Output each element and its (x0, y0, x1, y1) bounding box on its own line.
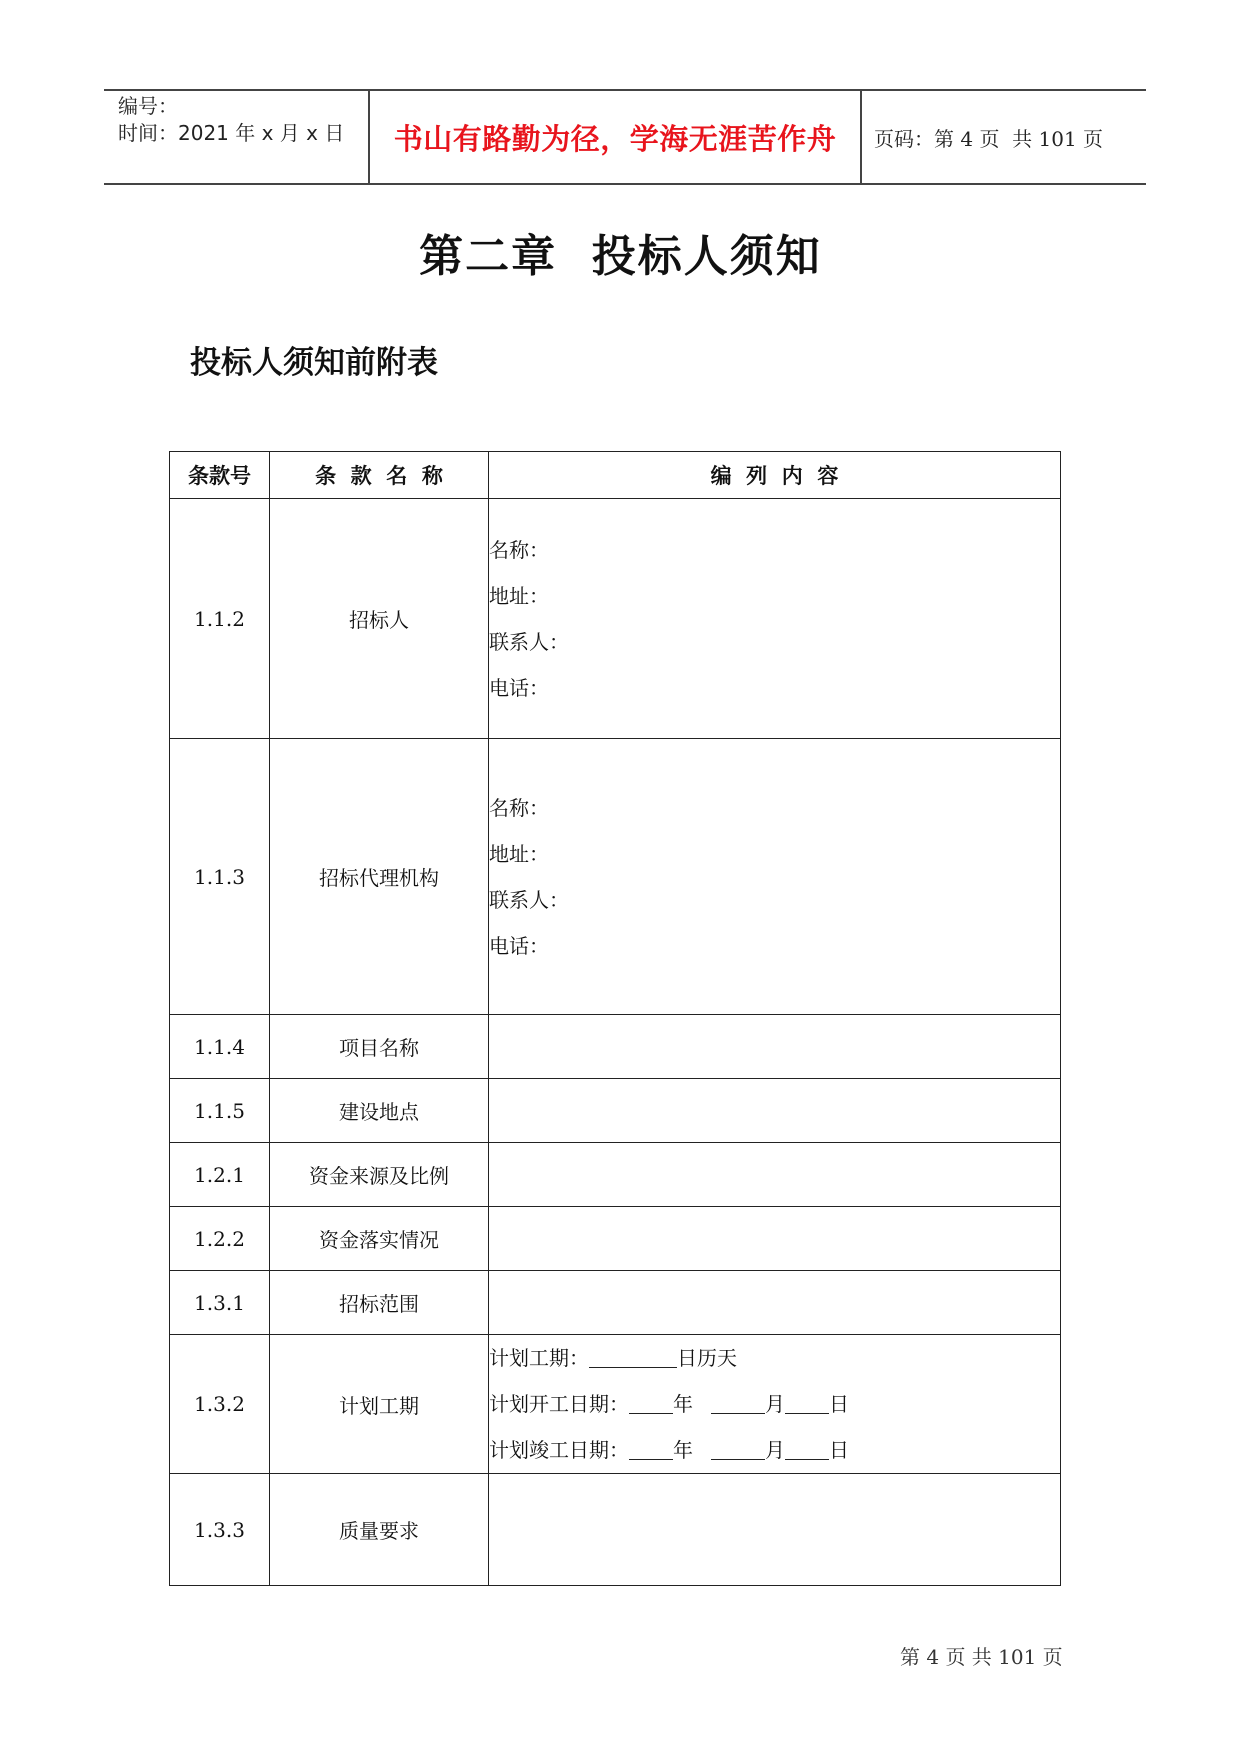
clause-name: 计划工期 (270, 1335, 489, 1474)
table-row (170, 1271, 1061, 1335)
page-header (104, 89, 1146, 185)
table-header-row (170, 452, 1061, 499)
table-row (170, 1143, 1061, 1207)
clause-name: 招标代理机构 (270, 739, 489, 1015)
content-line: 联系人： (489, 629, 569, 654)
year-unit: 年 (673, 1438, 693, 1462)
header-motto: 书山有路勤为径，学海无涯苦作舟 (370, 91, 862, 183)
table-row (170, 1015, 1061, 1079)
content-line: 地址： (489, 841, 549, 866)
clause-number: 1.1.2 (170, 499, 270, 739)
clause-name: 招标人 (270, 499, 489, 739)
month-blank (711, 1439, 765, 1460)
day-blank (785, 1393, 829, 1414)
schedule-end-line (489, 1427, 1060, 1473)
clause-name: 质量要求 (270, 1474, 489, 1586)
content-line: 电话： (489, 933, 549, 958)
month-blank (711, 1393, 765, 1414)
clause-name: 资金来源及比例 (270, 1143, 489, 1207)
table-row (170, 1335, 1061, 1474)
content-line: 名称： (489, 537, 549, 562)
table-row (170, 499, 1061, 739)
clause-number: 1.3.1 (170, 1271, 270, 1335)
header-meta (104, 91, 370, 183)
clause-number: 1.1.5 (170, 1079, 270, 1143)
clause-name: 项目名称 (270, 1015, 489, 1079)
clause-name: 建设地点 (270, 1079, 489, 1143)
day-unit: 日 (829, 1392, 849, 1416)
page-footer: 第 4 页 共 101 页 (900, 1645, 1063, 1669)
clause-content (489, 1143, 1061, 1207)
table-row (170, 1079, 1061, 1143)
day-blank (785, 1439, 829, 1460)
section-title: 投标人须知前附表 (190, 345, 438, 381)
year-blank (629, 1439, 673, 1460)
content-line: 名称： (489, 795, 549, 820)
end-date-label: 计划竣工日期： (489, 1438, 629, 1462)
clause-name: 资金落实情况 (270, 1207, 489, 1271)
table-row (170, 1474, 1061, 1586)
clause-number: 1.1.4 (170, 1015, 270, 1079)
year-blank (629, 1393, 673, 1414)
table-row (170, 1207, 1061, 1271)
header-clause-name: 条 款 名 称 (270, 452, 489, 499)
start-date-label: 计划开工日期： (489, 1392, 629, 1416)
table-row (170, 739, 1061, 1015)
clause-content (489, 1335, 1061, 1474)
day-unit: 日 (829, 1438, 849, 1462)
clause-content (489, 1079, 1061, 1143)
header-page-code: 页码：第 4 页 共 101 页 (874, 126, 1104, 151)
clause-content (489, 499, 1061, 739)
duration-unit: 日历天 (677, 1346, 737, 1370)
content-line: 联系人： (489, 887, 569, 912)
clause-number: 1.3.2 (170, 1335, 270, 1474)
content-line: 电话： (489, 675, 549, 700)
duration-label: 计划工期： (489, 1346, 589, 1370)
schedule-duration-line (489, 1335, 1060, 1381)
clause-name: 招标范围 (270, 1271, 489, 1335)
chapter-title: 第二章 投标人须知 (419, 231, 822, 282)
clause-content (489, 739, 1061, 1015)
document-number-label: 编号： (118, 94, 178, 118)
clause-number: 1.2.2 (170, 1207, 270, 1271)
header-clause-content: 编 列 内 容 (489, 452, 1061, 499)
clause-table (169, 451, 1061, 1586)
header-clause-number: 条款号 (170, 452, 270, 499)
content-line: 地址： (489, 583, 549, 608)
clause-content (489, 1015, 1061, 1079)
clause-content (489, 1271, 1061, 1335)
clause-number: 1.1.3 (170, 739, 270, 1015)
schedule-start-line (489, 1381, 1060, 1427)
duration-blank (589, 1347, 677, 1368)
clause-content (489, 1474, 1061, 1586)
clause-content (489, 1207, 1061, 1271)
month-unit: 月 (765, 1438, 785, 1462)
month-unit: 月 (765, 1392, 785, 1416)
year-unit: 年 (673, 1392, 693, 1416)
clause-number: 1.3.3 (170, 1474, 270, 1586)
document-time-label: 时间：2021 年 x 月 x 日 (118, 121, 345, 145)
clause-number: 1.2.1 (170, 1143, 270, 1207)
